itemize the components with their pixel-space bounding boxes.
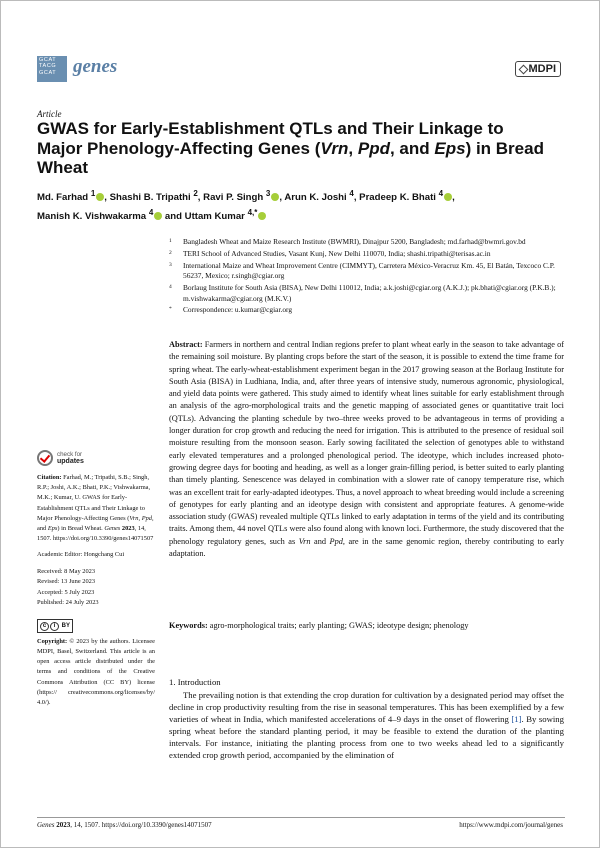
affiliation: 4 Borlaug Institute for South Asia (BISA), New Delhi 110012, India; a.k.joshi@cgiar.org (A.K.J.); pk.bhati@cgiar.org (P.K.B.); m.vishwakarma@cgiar.org (M.K.V.) bbox=[169, 283, 556, 303]
section-heading: 1. Introduction bbox=[169, 677, 221, 687]
author[interactable]: Shashi B. Tripathi $^2$, bbox=[109, 189, 204, 204]
cc-icon: c bbox=[40, 622, 49, 631]
check-updates-icon bbox=[37, 450, 53, 466]
orcid-icon[interactable] bbox=[96, 193, 104, 201]
academic-editor: Academic Editor: Hongchang Cui bbox=[37, 551, 125, 559]
copyright: Copyright: © 2023 by the authors. Licensee MDPI, Basel, Switzerland. This article is an open access article distributed under the terms and conditions of the Creative Commons Attribution (CC BY) license (https:// creativecommons.org/licenses/by/ 4.0/). bbox=[37, 637, 155, 707]
sidebar bbox=[37, 473, 155, 714]
cc-license-badge[interactable]: c i BY bbox=[37, 619, 73, 633]
orcid-icon[interactable] bbox=[271, 193, 279, 201]
author[interactable]: Uttam Kumar $^{4,*}$ bbox=[185, 211, 267, 222]
footer-journal-url[interactable]: https://www.mdpi.com/journal/genes bbox=[459, 821, 563, 829]
citation: Citation: Farhad, M.; Tripathi, S.B.; Singh, R.P.; Joshi, A.K.; Bhati, P.K.; Vishwakarma, M.K.; Kumar, U. GWAS for Early-Establishment QTLs and Their Linkage to Major Phenology-Affecting Genes (Vrn, Ppd, and Eps) in Bread Wheat. Genes 2023, 14, 1507. https://doi.org/10.3390/genes14071507 bbox=[37, 474, 154, 543]
affiliation: 3 International Maize and Wheat Improvement Centre (CIMMYT), Carretera México-Veracruz Km. 45, El Batán, Texcoco C.P. 56237, Mexico; r.singh@cgiar.org bbox=[169, 260, 555, 281]
correspondence: * Correspondence: u.kumar@cgiar.org bbox=[169, 305, 293, 315]
logo-line: TACG bbox=[39, 63, 57, 70]
intro-paragraph: The prevailing notion is that extending the crop duration for cultivation by a designated period may offset the decline in crop productivity resulting from the rise in seasonal temperatures. This has been exemplified by a few varieties of wheat in India, which manifested accelerations of 4–9 days in the onset of flowering [1]. By sowing spring wheat before the standard planting period, it may be feasible to extend the duration of the planting intervals. For instance, initiating the planting process from one to two weeks ahead led to a significantly extended crop growth period, accompanied by the elimination of bbox=[169, 690, 564, 761]
affiliations bbox=[169, 237, 569, 317]
journal-logo bbox=[37, 56, 67, 82]
keywords: Keywords: agro-morphological traits; early planting; GWAS; ideotype design; phenology bbox=[169, 621, 469, 630]
author[interactable]: Ravi P. Singh $^3$ , bbox=[203, 189, 285, 204]
check-for-updates-button[interactable]: check for updates bbox=[37, 449, 97, 467]
footer-divider bbox=[37, 817, 565, 818]
date-published: Published: 24 July 2023 bbox=[37, 599, 99, 607]
author[interactable]: Md. Farhad $^1$ , bbox=[37, 189, 110, 204]
publisher-logo: MDPI bbox=[515, 61, 562, 77]
author[interactable]: Pradeep K. Bhati $^4$ , bbox=[359, 189, 455, 204]
orcid-icon[interactable] bbox=[444, 193, 452, 201]
date-received: Received: 8 May 2023 bbox=[37, 567, 96, 575]
author[interactable]: Arun K. Joshi $^4$, bbox=[284, 189, 360, 204]
logo-line: GCAT bbox=[39, 69, 57, 76]
date-accepted: Accepted: 5 July 2023 bbox=[37, 588, 95, 596]
by-icon: i bbox=[50, 622, 59, 631]
mdpi-icon bbox=[518, 65, 528, 75]
paper-title: GWAS for Early-Establishment QTLs and Their Linkage to Major Phenology-Affecting Genes (Vrn, Ppd, and Eps) in Bread Wheat bbox=[37, 119, 544, 177]
citation-link[interactable]: [1] bbox=[511, 714, 522, 725]
affiliation: 1 Bangladesh Wheat and Maize Research Institute (BWMRI), Dinajpur 5200, Bangladesh; md.farhad@bwmri.gov.bd bbox=[169, 237, 526, 246]
orcid-icon[interactable] bbox=[258, 212, 266, 220]
author-list bbox=[37, 186, 557, 224]
abstract: Abstract: Farmers in northern and central Indian regions prefer to plant wheat early in the season to take advantage of the remaining soil moisture. By planting crops before the start of the season, it is possible to extend the time frame for spring wheat. The early-wheat-establishment experiment began in the 2017 growing season at the Borlaug Institute for South Asia (BISA) in Ludhiana, India, and, after three years of intensive study, numerous agronomic, physiological, and yield data points were gathered. This study aimed to identify wheat lines suitable for early establishment through an analysis of the agro-morphological traits and the genetic mapping of associated genes or quantitative trait loci (QTLs). Advancing the planting schedule by two–three weeks proved to be advantageous in terms of providing a longer duration for crop growth and reducing the need for irrigation. This is attributed to the presence of residual soil moisture resulting from the monsoon season. Early sowing facilitated the selection of genotypes able to withstand early elevated temperatures and a prolonged phenological period. The ideotype, which includes increased photo-growing degree days for booting and heading, as well as a longer grain-filling period, is better suited to early planting than timely planting. Senescence was delayed in combination with a slower rate of canopy temperature rise, which was an excellent trait for early-adapted ideotypes. Thus, a novel approach to wheat breeding would include a screening of genotypes for early planting and an ideotype design with consistent and appropriate features. A genome-wide association study (GWAS) revealed multiple QTLs linked to early adaptation in terms of the yield and its contributing traits. Among them, 44 novel QTLs were also found along with known loci. Furthermore, the study discovered that the phenology regulatory genes, such as Vrn and Ppd, are in the same genomic region, thereby contributing to early adaptation. bbox=[169, 340, 565, 559]
logo-line: GCAT bbox=[39, 57, 57, 63]
article-type: Article bbox=[37, 109, 62, 119]
author[interactable]: Manish K. Vishwakarma $^4$ and bbox=[37, 208, 185, 223]
publication-dates bbox=[37, 567, 155, 609]
affiliation: 2 TERI School of Advanced Studies, Vasant Kunj, New Delhi 110070, India; shashi.tripathi@terisas.ac.in bbox=[169, 248, 491, 258]
orcid-icon[interactable] bbox=[154, 212, 162, 220]
date-revised: Revised: 13 June 2023 bbox=[37, 578, 96, 586]
footer-citation: Genes 2023, 14, 1507. https://doi.org/10.3390/genes14071507 bbox=[37, 821, 212, 829]
journal-name: genes bbox=[73, 56, 118, 77]
